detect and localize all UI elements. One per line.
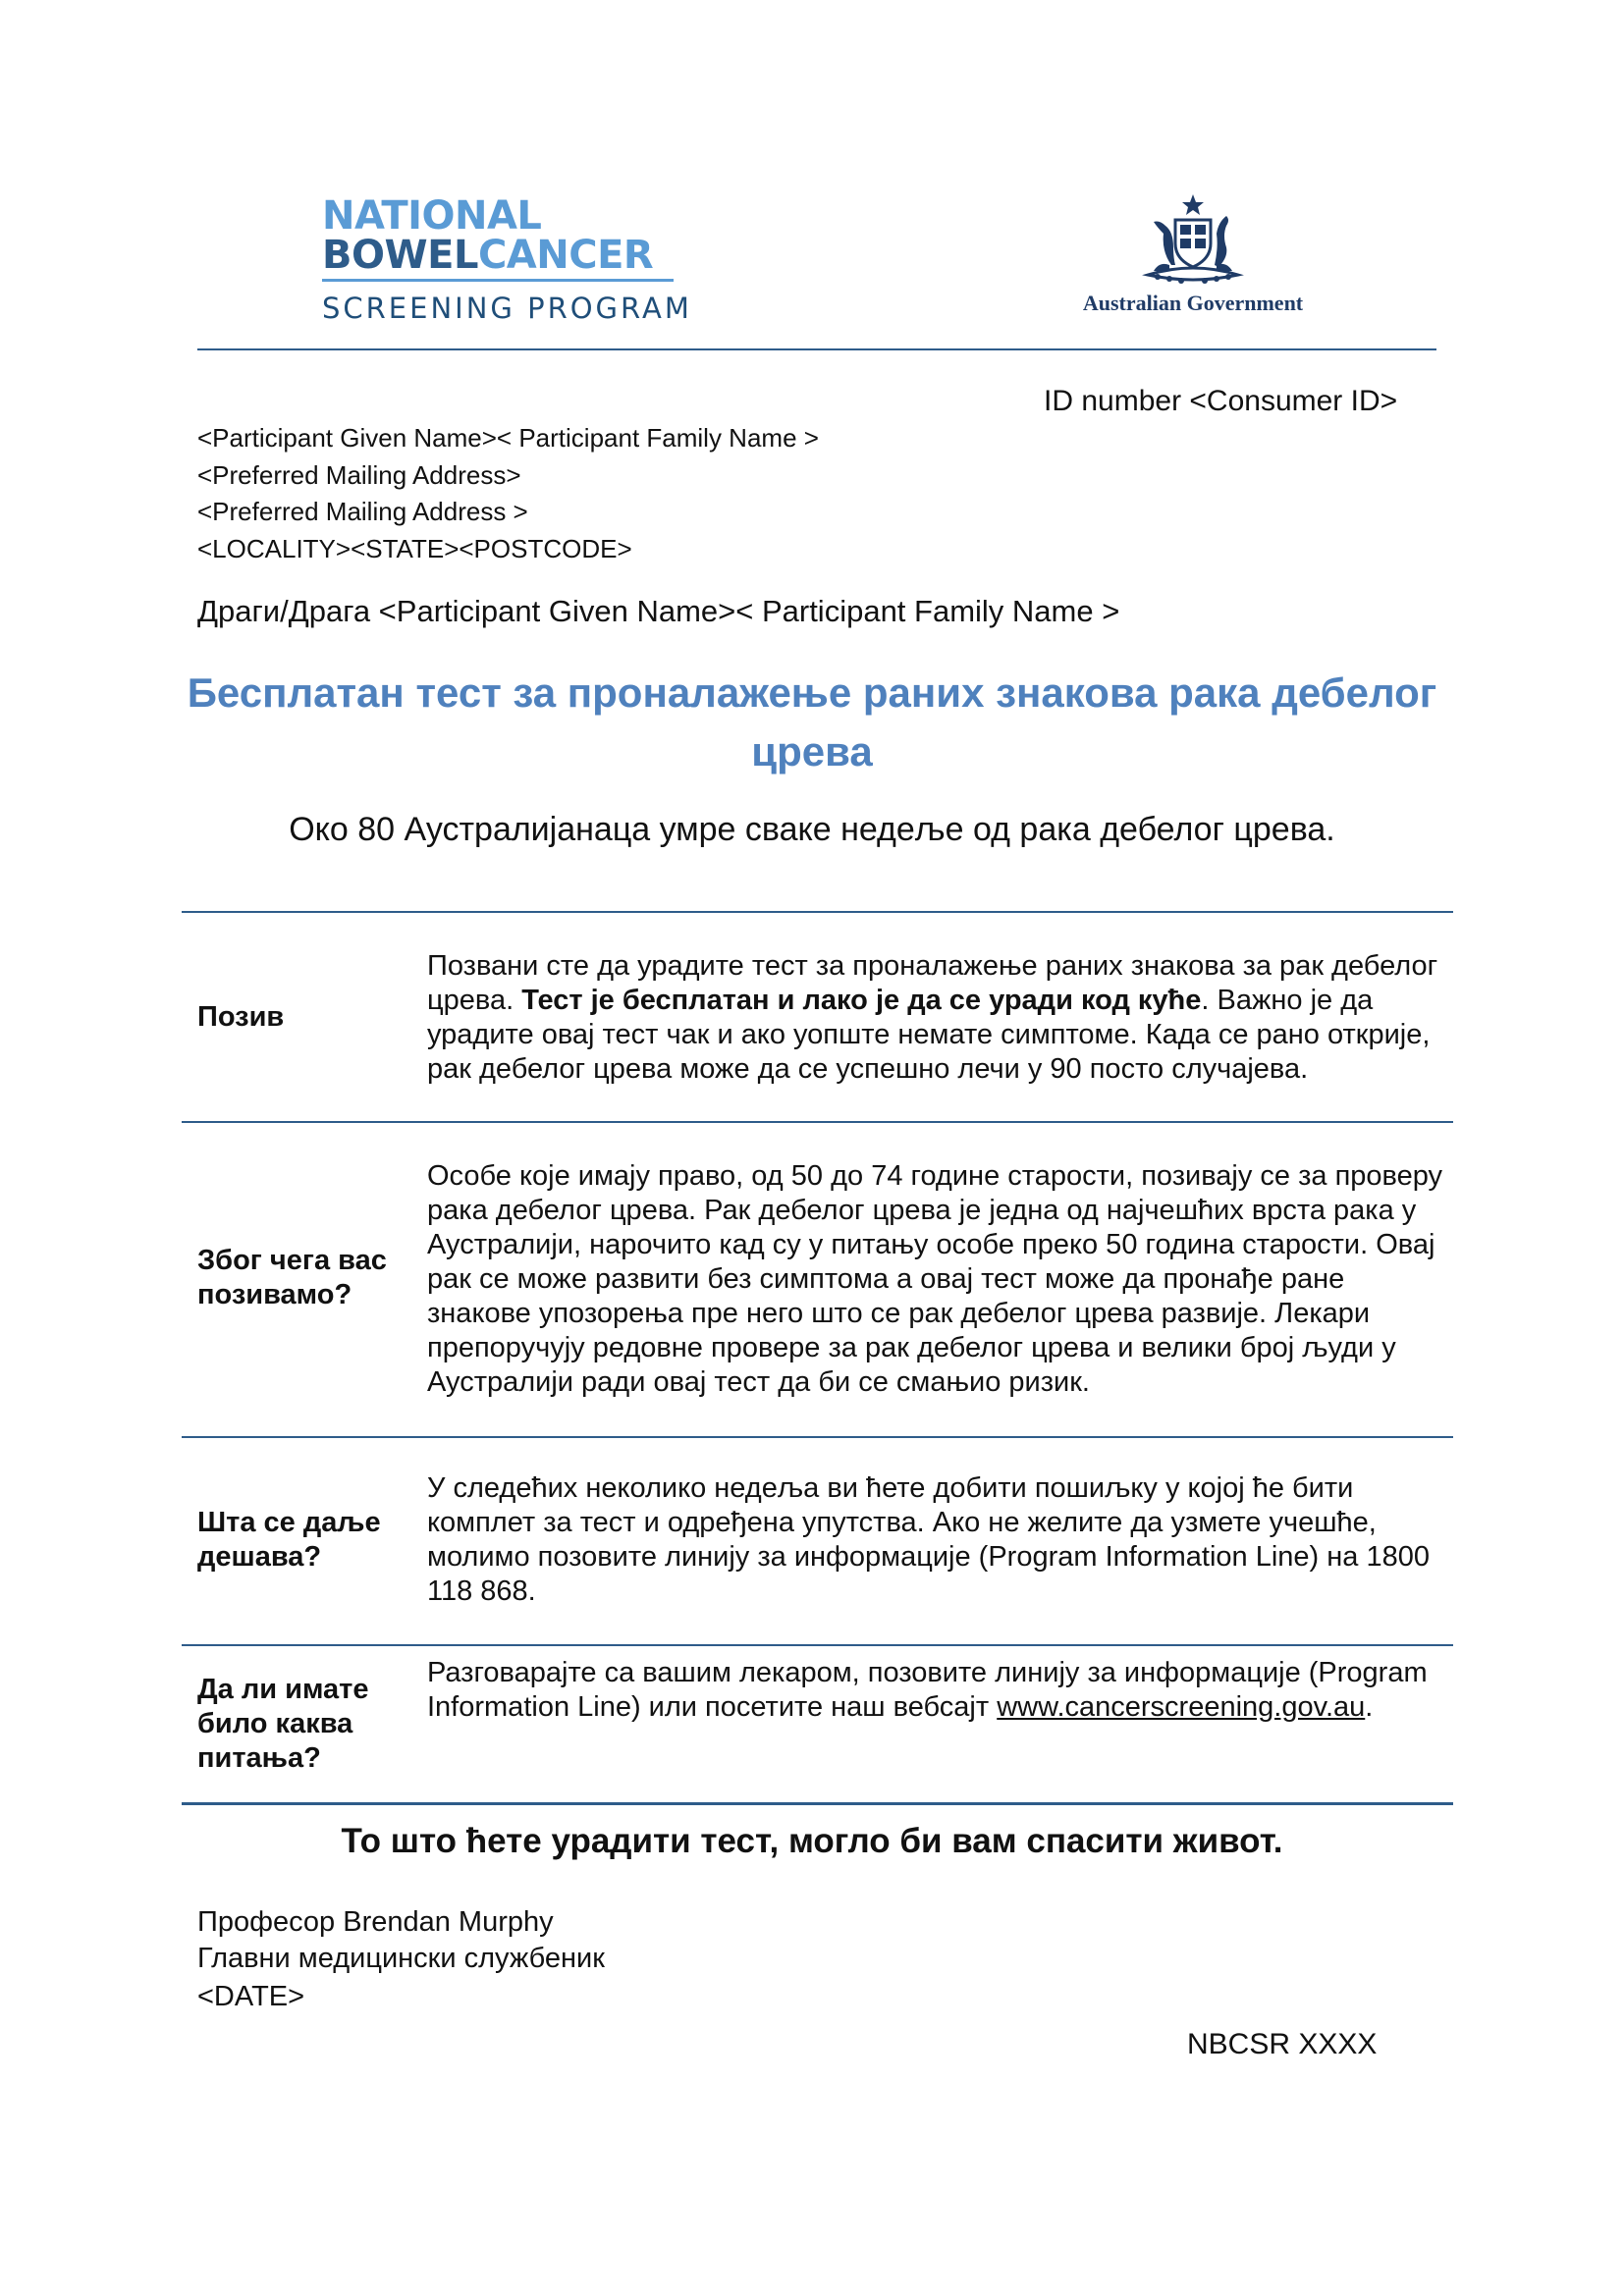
table-row-divider — [182, 1121, 1453, 1123]
table-row-divider — [182, 1436, 1453, 1438]
address-line: <Preferred Mailing Address > — [197, 497, 528, 526]
address-line: <Preferred Mailing Address> — [197, 459, 521, 490]
address-line: <LOCALITY><STATE><POSTCODE> — [197, 533, 632, 563]
logo-word-bowel: BOWEL — [322, 233, 478, 278]
signature-block — [197, 1904, 605, 2015]
signatory-name: Професор Brendan Murphy — [197, 1906, 554, 1938]
logo-line-screening-program: SCREENING PROGRAM — [322, 292, 692, 325]
section-label-why: Због чега вас позивамо? — [197, 1245, 387, 1310]
salutation: Драги/Драга <Participant Given Name>< Participant Family Name > — [197, 594, 1120, 628]
address-block — [197, 420, 819, 567]
consumer-id: ID number <Consumer ID> — [1044, 385, 1398, 417]
invitation-text: Позвани сте да урадите тест за проналажење раних знакова за рак дебелог црева. — [427, 950, 1438, 1016]
government-label: Australian Government — [1082, 291, 1304, 315]
logo-line-bowel-cancer — [322, 233, 692, 278]
section-label-questions: Да ли имате било каква питања? — [197, 1674, 369, 1774]
program-logo — [322, 193, 692, 325]
document-reference: NBCSR XXXX — [1187, 2028, 1378, 2060]
website-link[interactable]: www.cancerscreening.gov.au — [997, 1691, 1366, 1723]
signatory-title: Главни медицински службеник — [197, 1943, 605, 1974]
section-body-why: Особе које имају право, од 50 до 74 године старости, позивају се за проверу рака дебелог црева. Рак дебелог црева је једна од најчешћих врста рака у Аустралији, нарочито кад су у питању особе преко 50 година старости. Овај рак се може развити без симптома а овај тест може да пронађе ране знакове упозорења пре него што се рак дебелог црева развије. Лекари препоручују редовне провере за рак дебелог црева и велики број људи у Аустралији ради овај тест да би се смањио ризик. — [427, 1160, 1443, 1398]
page-title: Бесплатан тест за проналажење раних знакова рака дебелог црева — [187, 669, 1437, 774]
logo-line-national: NATIONAL — [322, 193, 542, 239]
questions-text-end: . — [1365, 1691, 1374, 1723]
table-top-border — [182, 911, 1453, 913]
closing-statement: То што ћете урадити тест, могло би вам спасити живот. — [341, 1822, 1283, 1860]
header-divider — [197, 348, 1436, 350]
logo-underline — [322, 279, 674, 282]
logo-word-cancer: CANCER — [477, 233, 654, 278]
letter-date: <DATE> — [197, 1981, 305, 2012]
section-label-next: Шта се даље дешава? — [197, 1507, 381, 1573]
table-bottom-border — [182, 1802, 1453, 1805]
section-label-invitation: Позив — [197, 1001, 285, 1033]
invitation-text-rest: . Важно је да урадите овај тест чак и ако уопште немате симптоме. Када се рано открије, рак дебелог црева може да се успешно лечи у 90 посто случајева. — [427, 985, 1431, 1085]
section-body-questions — [427, 1656, 1448, 1725]
subheadline: Око 80 Аустралијанаца умре сваке недеље од рака дебелог црева. — [289, 811, 1335, 848]
invitation-emphasis: Тест је бесплатан и лако је да се уради код куће — [521, 985, 1202, 1016]
questions-text: Разговарајте са вашим лекаром, позовите линију за информације (Program Information Line) или посетите наш вебсајт — [427, 1657, 1428, 1723]
section-body-next: У следећих неколико недеља ви ћете добити пошиљку у којој ће бити комплет за тест и одређена упутства. Ако не желите да узмете учешће, молимо позовите линију за информације (Program Information Line) на 1800 118 868. — [427, 1472, 1430, 1607]
section-body-invitation — [427, 949, 1448, 1087]
coat-of-arms-icon — [1124, 192, 1262, 287]
table-row-divider — [182, 1644, 1453, 1646]
address-line: <Participant Given Name>< Participant Family Name > — [197, 423, 819, 453]
